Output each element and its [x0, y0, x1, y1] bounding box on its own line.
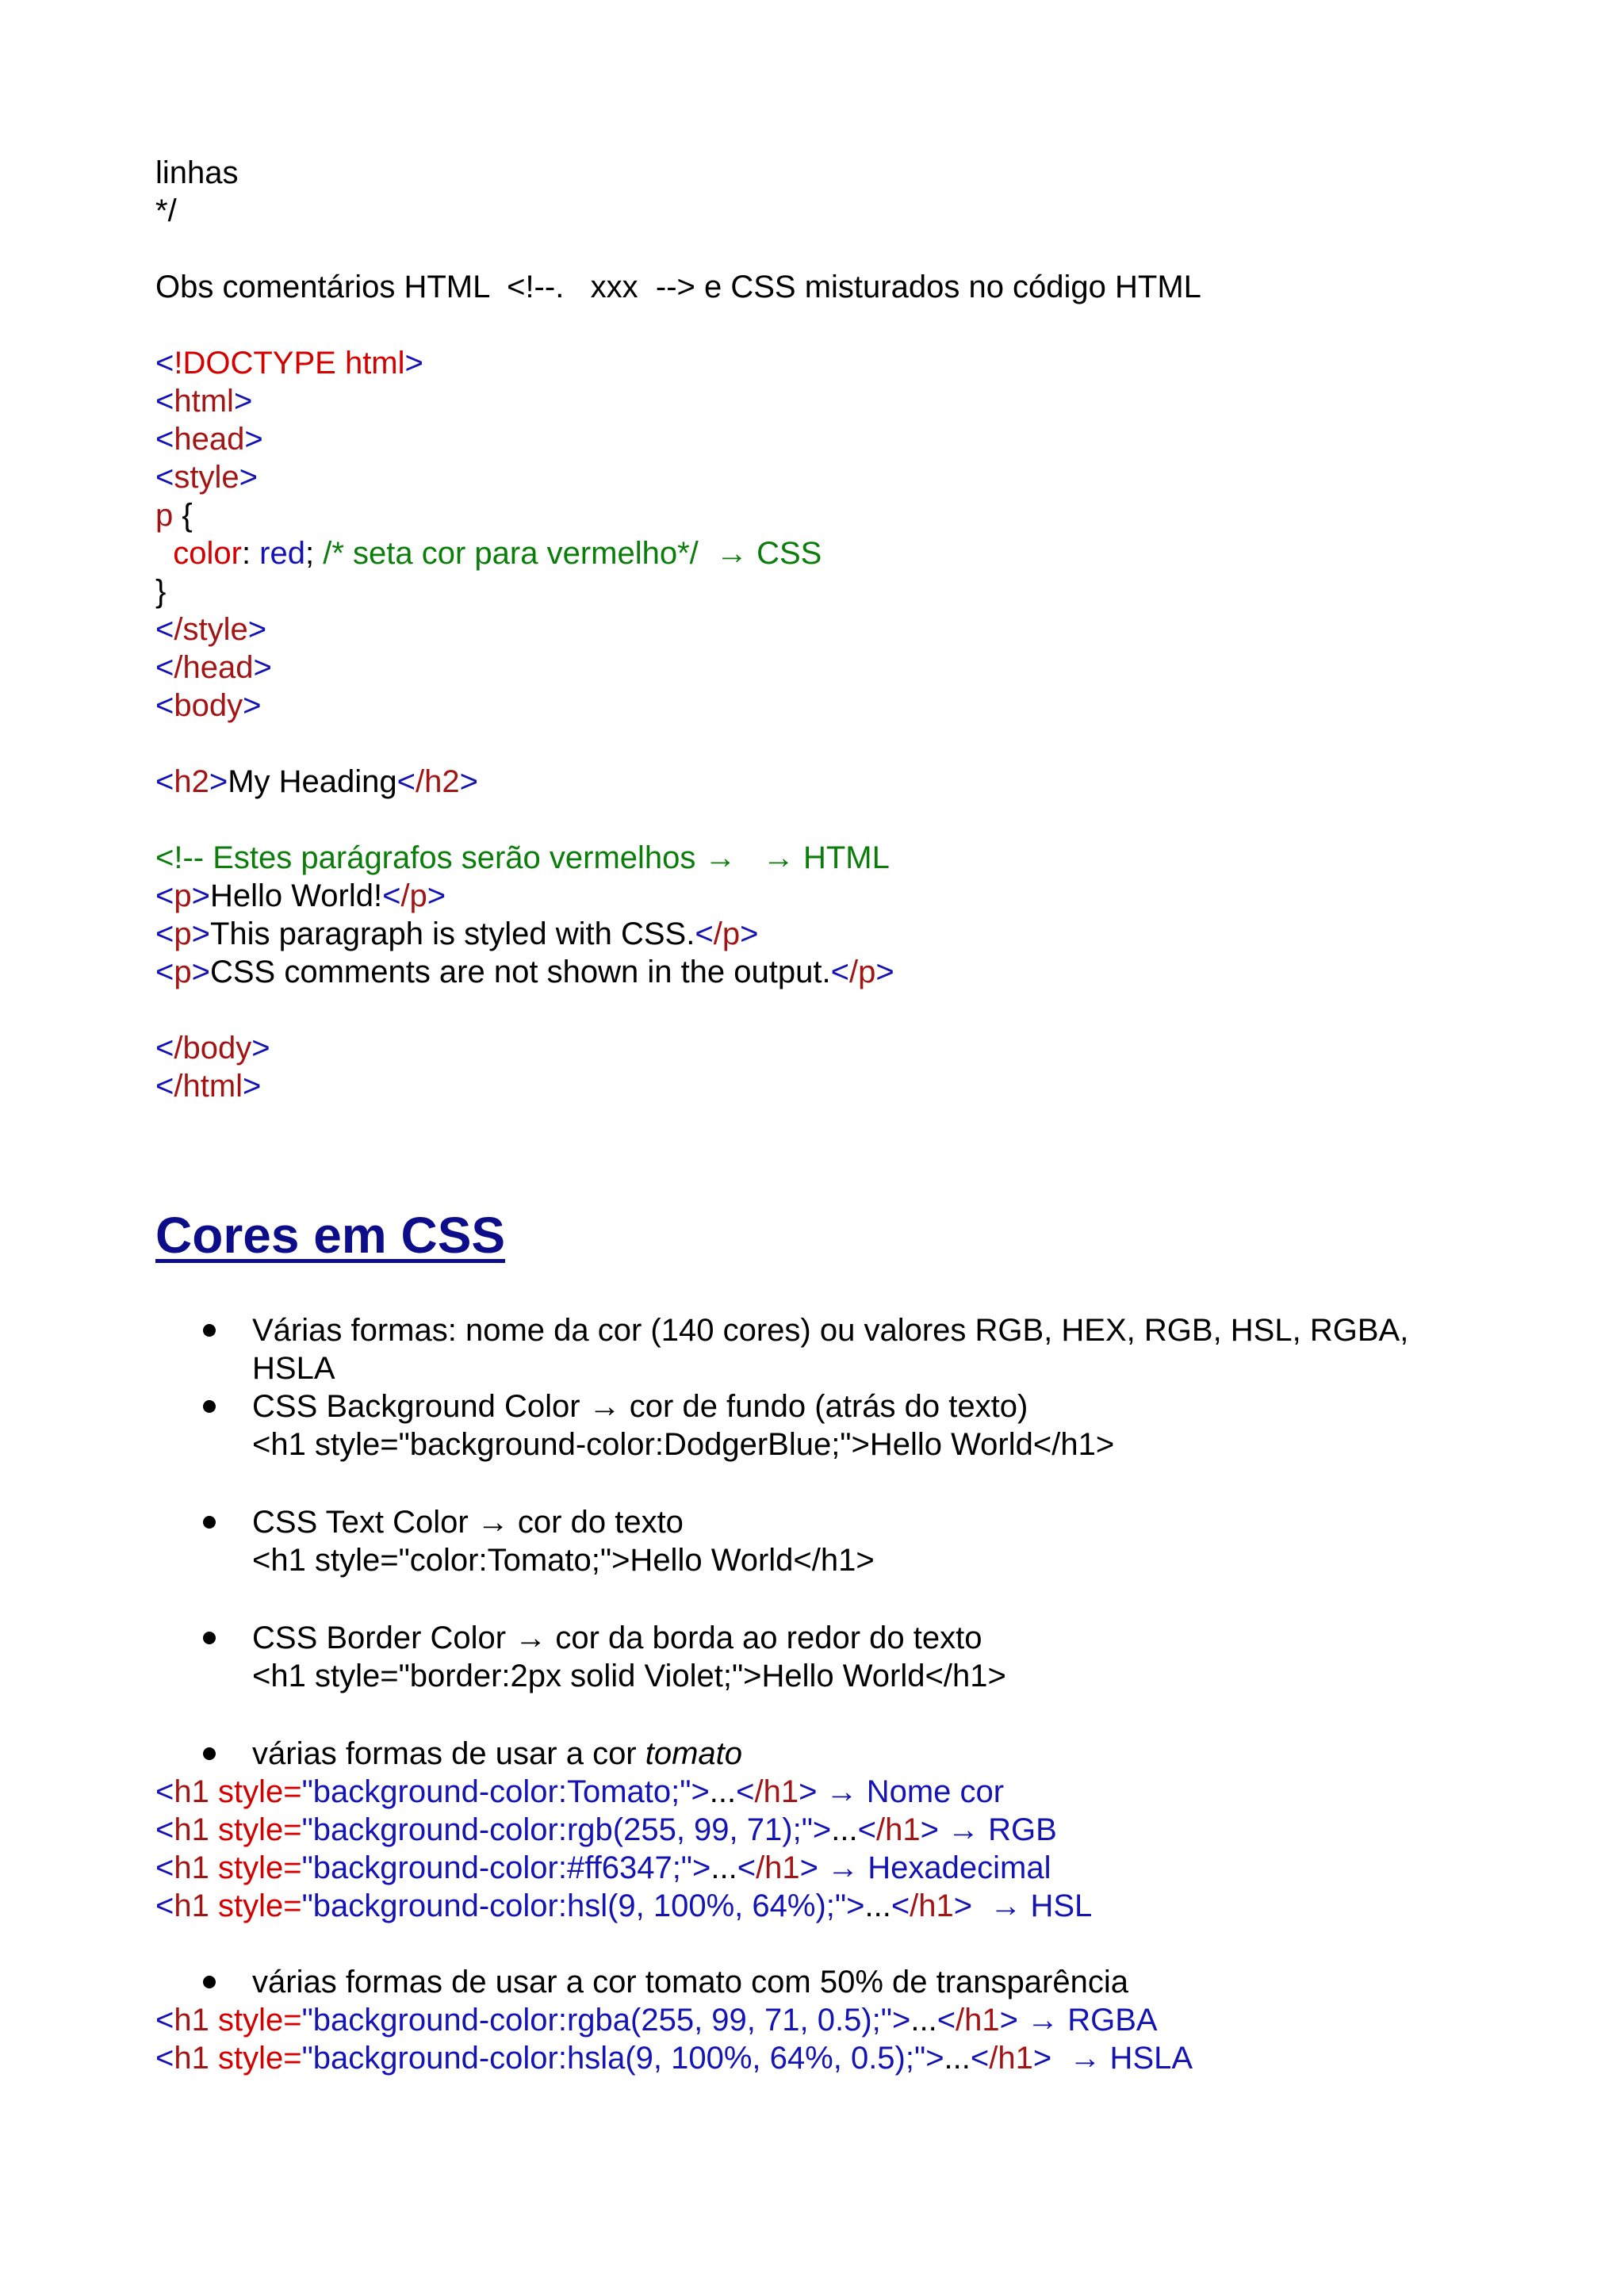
bullet-text: várias formas de usar a cor tomato: [252, 1736, 743, 1771]
example-hsla: <h1 style="background-color:hsla(9, 100%, 64%, 0.5);">...</h1> → HSLA: [155, 2041, 1193, 2076]
text-comment-end: */: [155, 193, 177, 228]
bullet-text: várias formas de usar a cor tomato com 50% de transparência: [252, 1965, 1128, 1999]
code-style-close: </style>: [155, 612, 267, 647]
code-declaration: color: red; /* seta cor para vermelho*/ → CSS: [173, 536, 822, 571]
section-title: Cores em CSS: [155, 1207, 506, 1264]
bullet-dot: [203, 1324, 216, 1337]
bullet-dot: [203, 1632, 216, 1644]
code-html-comment: <!-- Estes parágrafos serão vermelhos → → HTML: [155, 840, 890, 875]
code-head-close: </head>: [155, 650, 272, 685]
code-body-open: <body>: [155, 688, 262, 723]
code-html-open: <html>: [155, 384, 253, 419]
code-style-open: <style>: [155, 460, 258, 495]
code-p2: <p>This paragraph is styled with CSS.</p>: [155, 916, 759, 951]
bullet-dot: [203, 1516, 216, 1529]
example-hex: <h1 style="background-color:#ff6347;">...</h1> → Hexadecimal: [155, 1850, 1051, 1885]
bullet-text: CSS Background Color → cor de fundo (atrás do texto): [252, 1389, 1028, 1424]
bullet-code: <h1 style="background-color:DodgerBlue;">Hello World</h1>: [252, 1427, 1115, 1462]
bullet-text: Várias formas: nome da cor (140 cores) ou valores RGB, HEX, RGB, HSL, RGBA,: [252, 1313, 1409, 1348]
bullet-dot: [203, 1747, 216, 1760]
code-p3: <p>CSS comments are not shown in the output.</p>: [155, 955, 894, 989]
bullet-text: HSLA: [252, 1351, 335, 1386]
example-named: <h1 style="background-color:Tomato;">...</h1> → Nome cor: [155, 1774, 1005, 1809]
bullet-dot: [203, 1400, 216, 1413]
code-doctype: <!DOCTYPE html>: [155, 346, 423, 381]
code-html-close: </html>: [155, 1069, 262, 1104]
code-head-open: <head>: [155, 422, 263, 457]
text-obs: Obs comentários HTML <!--. xxx --> e CSS misturados no código HTML: [155, 270, 1201, 304]
code-body-close: </body>: [155, 1031, 270, 1066]
text-linhas: linhas: [155, 155, 239, 190]
example-hsl: <h1 style="background-color:hsl(9, 100%, 64%);">...</h1> → HSL: [155, 1888, 1093, 1923]
bullet-text: CSS Border Color → cor da borda ao redor do texto: [252, 1621, 982, 1655]
code-selector: p {: [155, 498, 193, 533]
bullet-code: <h1 style="border:2px solid Violet;">Hello World</h1>: [252, 1659, 1006, 1693]
bullet-dot: [203, 1976, 216, 1988]
example-rgb: <h1 style="background-color:rgb(255, 99, 71);">...</h1> → RGB: [155, 1812, 1057, 1847]
example-rgba: <h1 style="background-color:rgba(255, 99, 71, 0.5);">...</h1> → RGBA: [155, 2003, 1158, 2038]
code-p1: <p>Hello World!</p>: [155, 878, 446, 913]
bullet-code: <h1 style="color:Tomato;">Hello World</h1>: [252, 1543, 875, 1578]
code-h2-line: <h2>My Heading</h2>: [155, 764, 478, 799]
bullet-text: CSS Text Color → cor do texto: [252, 1505, 684, 1540]
code-brace-close: }: [155, 574, 167, 609]
